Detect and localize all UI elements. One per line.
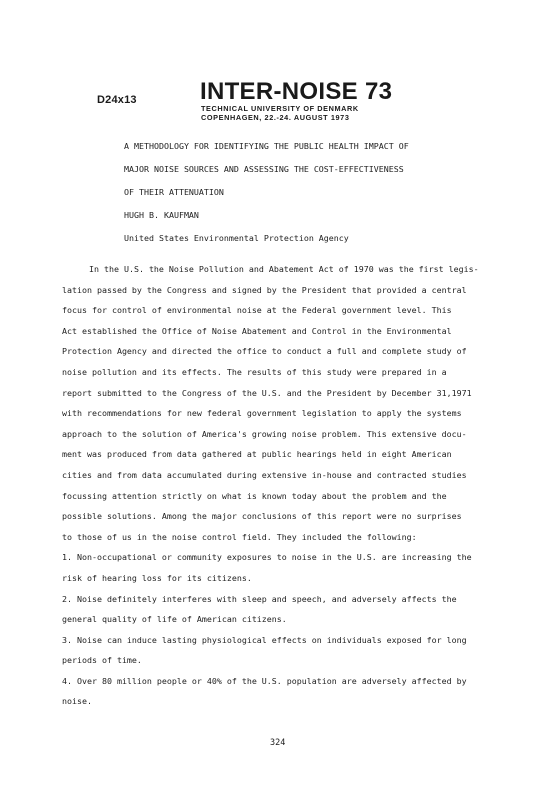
conference-location-dates: COPENHAGEN, 22.-24. AUGUST 1973 xyxy=(201,113,350,122)
list-item-line: general quality of life of American citizens. xyxy=(62,614,287,625)
body-line: In the U.S. the Noise Pollution and Abatement Act of 1970 was the first legis- xyxy=(89,264,479,274)
body-line: report submitted to the Congress of the U.S. and the President by December 31,1971 xyxy=(62,387,472,398)
paper-heading xyxy=(124,135,409,250)
author-name: HUGH B. KAUFMAN xyxy=(124,210,199,220)
body-line: ment was produced from data gathered at public hearings held in eight American xyxy=(62,449,452,460)
list-item-line: 2. Noise definitely interferes with sleep and speech, and adversely affects the xyxy=(62,593,457,604)
body-line: approach to the solution of America's growing noise problem. This extensive docu- xyxy=(62,428,467,439)
body-line: with recommendations for new federal government legislation to apply the systems xyxy=(62,408,462,419)
body-line: Protection Agency and directed the office to conduct a full and complete study of xyxy=(62,346,467,357)
list-item-line: noise. xyxy=(62,696,92,707)
body-line: lation passed by the Congress and signed by the President that provided a central xyxy=(62,284,467,295)
body-line: cities and from data accumulated during extensive in-house and contracted studies xyxy=(62,469,467,480)
paper-title-line: MAJOR NOISE SOURCES AND ASSESSING THE COST-EFFECTIVENESS xyxy=(124,164,404,174)
body-text xyxy=(62,259,502,712)
conference-institution: TECHNICAL UNIVERSITY OF DENMARK xyxy=(201,104,359,113)
body-line: focussing attention strictly on what is known today about the problem and the xyxy=(62,490,447,501)
body-line: noise pollution and its effects. The results of this study were prepared in a xyxy=(62,366,447,377)
paper-title-line: OF THEIR ATTENUATION xyxy=(124,187,224,197)
list-item-line: periods of time. xyxy=(62,655,142,666)
author-affiliation: United States Environmental Protection Agency xyxy=(124,233,349,243)
list-item-line: 3. Noise can induce lasting physiological effects on individuals exposed for long xyxy=(62,634,467,645)
list-item-line: 4. Over 80 million people or 40% of the U.S. population are adversely affected by xyxy=(62,675,467,686)
paper-code: D24x13 xyxy=(97,94,137,106)
list-item-line: risk of hearing loss for its citizens. xyxy=(62,572,252,583)
page-number: 324 xyxy=(270,738,286,748)
conference-title: INTER-NOISE 73 xyxy=(200,78,393,105)
paper-title-line: A METHODOLOGY FOR IDENTIFYING THE PUBLIC HEALTH IMPACT OF xyxy=(124,141,409,151)
list-item-line: 1. Non-occupational or community exposures to noise in the U.S. are increasing the xyxy=(62,552,472,563)
body-line: focus for control of environmental noise at the Federal government level. This xyxy=(62,305,452,316)
body-line: to those of us in the noise control field. They included the following: xyxy=(62,531,417,542)
body-line: possible solutions. Among the major conclusions of this report were no surprises xyxy=(62,511,462,522)
body-line: Act established the Office of Noise Abatement and Control in the Environmental xyxy=(62,325,452,336)
